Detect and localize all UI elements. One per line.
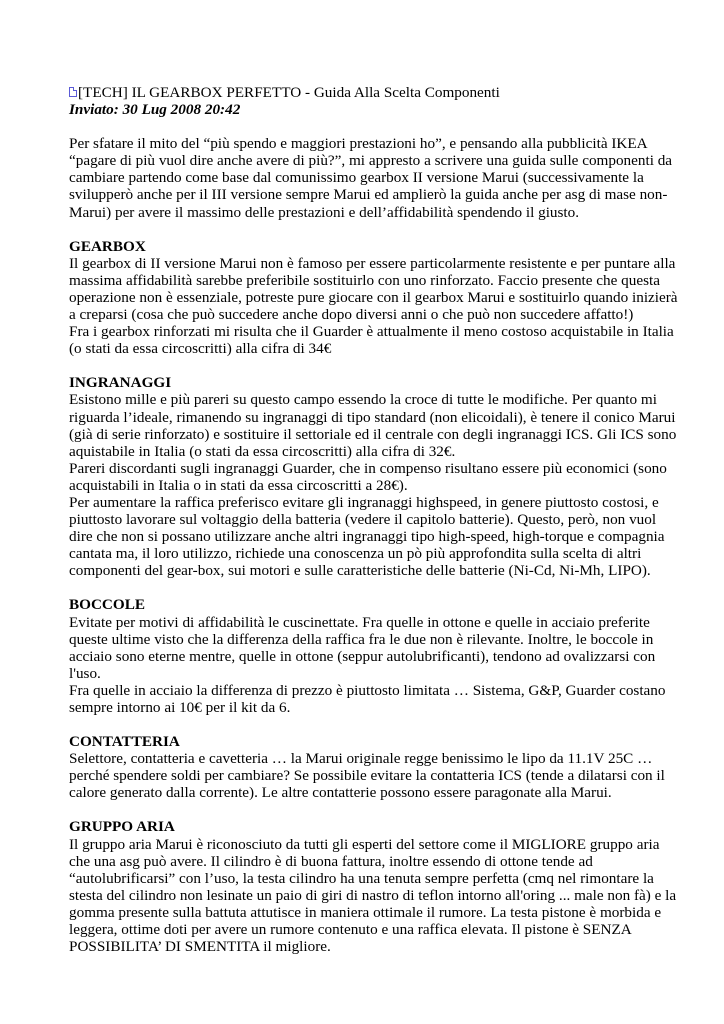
post-icon[interactable] <box>69 87 77 97</box>
section-line: “autolubrificarsi” con l’uso, la testa cilindro ha una tenuta sempre perfetta (cmq nel rimontare la <box>69 869 654 887</box>
intro-line: cambiare partendo come base dal comunissimo gearbox II versione Marui (successivamente la <box>69 169 644 187</box>
section-ingranaggi <box>69 374 677 580</box>
section-line: acquistabili in Italia o in stati da essa circoscritti a 28€). <box>69 476 408 494</box>
section-line: aquistabile in Italia (o stati da essa circoscritti) alla cifra di 32€. <box>69 442 456 460</box>
section-line: Evitate per motivi di affidabilità le cuscinettate. Fra quelle in ottone e quelle in acciaio preferite <box>69 613 650 631</box>
section-line: Il gearbox di II versione Marui non è famoso per essere particolarmente resistente e per puntare alla <box>69 254 676 272</box>
section-line: Fra quelle in acciaio la differenza di prezzo è piuttosto limitata … Sistema, G&P, Guarder costano <box>69 681 666 699</box>
section-line: (già di serie rinforzato) e sostituire il settoriale ed il centrale con degli ingranaggi ICS. Gli ICS sono <box>69 425 677 443</box>
section-line: queste ultime visto che la differenza della raffica fra le due non è rilevante. Inoltre, le boccole in <box>69 630 654 648</box>
section-line: calore generato dalla corrente). Le altre contatterie possono essere paragonate alla Marui. <box>69 784 612 802</box>
section-line: gomma presente sulla battuta attutisce in maniera ottimale il rumore. La testa pistone è morbida e <box>69 903 662 921</box>
intro-line: Per sfatare il mito del “più spendo e maggiori prestazioni ho”, e pensando alla pubblicità IKEA <box>69 135 648 153</box>
section-contatteria <box>69 733 665 802</box>
section-line: POSSIBILITA’ DI SMENTITA il migliore. <box>69 938 331 956</box>
section-heading: GEARBOX <box>69 237 146 255</box>
intro-line: svilupperò anche per il III versione sempre Marui ed amplierò la guida anche per asg di mase non- <box>69 186 668 204</box>
section-body <box>69 835 677 956</box>
intro-paragraph <box>69 135 673 221</box>
section-line: piuttosto lavorare sul voltaggio della batteria (vedere il capitolo batterie). Questo, però, non vuol <box>69 511 657 529</box>
section-heading: BOCCOLE <box>69 596 145 614</box>
section-heading: INGRANAGGI <box>69 374 172 392</box>
section-gearbox <box>69 237 678 358</box>
section-line: Esistono mille e più pareri su questo campo essendo la croce di tutte le modifiche. Per quanto mi <box>69 391 657 409</box>
section-gruppo-aria <box>69 818 677 956</box>
section-line: che una asg può avere. Il cilindro è di buona fattura, inoltre essendo di ottone tende ad <box>69 852 593 870</box>
section-line: a creparsi (cosa che può succedere anche dopo diversi anni o che può non succedere affatto!) <box>69 306 634 324</box>
intro-line: “pagare di più vuol dire anche avere di più?”, mi appresto a scrivere una guida sulle componenti da <box>69 152 673 170</box>
section-heading: GRUPPO ARIA <box>69 818 175 836</box>
section-line: (o stati da essa circoscritti) alla cifra di 34€ <box>69 340 332 358</box>
section-line: stesta del cilindro non lesinate un paio di giri di nastro di teflon intorno all'oring ... male non fà) e la <box>69 886 677 904</box>
intro-line: Marui) per avere il massimo delle prestazioni e dell’affidabilità spendendo il giusto. <box>69 203 580 221</box>
section-line: cantata ma, il loro utilizzo, richiede una conoscenza un pò più approfondita sulla scelta di altri <box>69 545 642 563</box>
section-body <box>69 391 677 580</box>
section-line: perché spendere soldi per cambiare? Se possibile evitare la contatteria ICS (tende a dilatarsi con il <box>69 767 665 785</box>
section-line: operazione non è essenziale, potreste pure giocare con il gearbox Marui e sostituirlo quando inizierà <box>69 288 678 306</box>
section-body <box>69 613 666 717</box>
section-line: Selettore, contatteria e cavetteria … la Marui originale regge benissimo le lipo da 11.1V 25C … <box>69 750 653 768</box>
section-line: dire che non si possano utilizzare anche altri ingranaggi tipo high-speed, high-torque e compagnia <box>69 528 665 546</box>
section-line: Pareri discordanti sugli ingranaggi Guarder, che in compenso risultano essere più economici (sono <box>69 459 667 477</box>
section-line: sempre intorno ai 10€ per il kit da 6. <box>69 699 291 716</box>
section-boccole <box>69 596 666 716</box>
sections-container <box>69 237 678 956</box>
section-line: riguarda l’ideale, rimanendo su ingranaggi di tipo standard (non elicoidali), è tenere il conico Marui <box>69 408 676 426</box>
section-line: leggera, ottime doti per avere un rumore contenuto e una raffica elevata. Il pistone è SENZA <box>69 921 632 939</box>
section-line: Per aumentare la raffica preferisco evitare gli ingranaggi highspeed, in genere piuttosto costosi, e <box>69 493 659 511</box>
section-line: acciaio sono eterne mentre, quelle in ottone (seppur autolubrificanti), tendono ad ovalizzarsi con <box>69 647 656 665</box>
section-line: Il gruppo aria Marui è riconosciuto da tutti gli esperti del settore come il MIGLIORE gruppo aria <box>69 835 660 853</box>
section-heading: CONTATTERIA <box>69 733 180 751</box>
section-line: l'uso. <box>69 664 101 682</box>
section-body <box>69 750 665 802</box>
section-line: Fra i gearbox rinforzati mi risulta che il Guarder è attualmente il meno costoso acquistabile in Italia <box>69 323 674 341</box>
document-page <box>69 84 678 956</box>
post-date: Inviato: 30 Lug 2008 20:42 <box>69 101 241 119</box>
section-line: massima affidabilità sarebbe preferibile sostituirlo con uno rinforzato. Faccio presente che questa <box>69 271 660 289</box>
post-title-text: [TECH] IL GEARBOX PERFETTO - Guida Alla Scelta Componenti <box>78 84 500 101</box>
post-title <box>69 84 659 101</box>
section-line: componenti del gear-box, sui motori e sulle caratteristiche delle batterie (Ni-Cd, Ni-Mh, LIPO). <box>69 562 651 580</box>
section-body <box>69 254 678 358</box>
